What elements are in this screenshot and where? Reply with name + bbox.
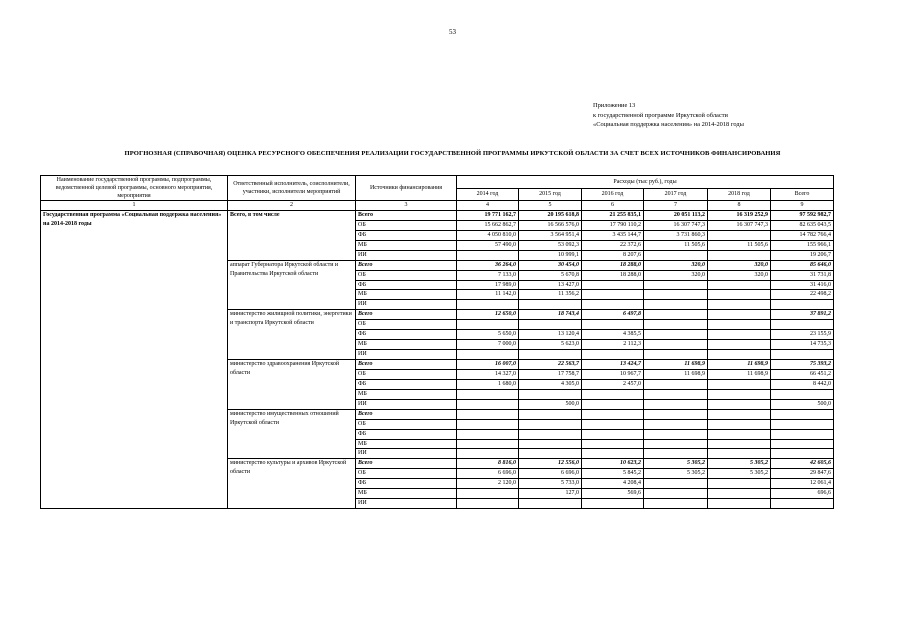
value-cell (519, 350, 582, 360)
document-title: ПРОГНОЗНАЯ (СПРАВОЧНАЯ) ОЦЕНКА РЕСУРСНОГО ОБЕСПЕЧЕНИЯ РЕАЛИЗАЦИИ ГОСУДАРСТВЕННОЙ ПРОГРАММЫ ИРКУТСКОЙ ОБЛАСТИ ЗА СЧЕТ ВСЕХ ИСТОЧНИКОВ ФИНАНСИРОВАНИЯ (124, 150, 781, 157)
value-cell (457, 419, 519, 429)
value-cell: 5 623,0 (519, 340, 582, 350)
header-year: 2014 год (457, 188, 519, 201)
value-cell: 30 454,0 (519, 260, 582, 270)
value-cell: 2 457,0 (582, 379, 644, 389)
value-cell (708, 439, 771, 449)
value-cell (771, 389, 834, 399)
value-cell: 7 000,0 (457, 340, 519, 350)
value-cell (708, 419, 771, 429)
value-cell (519, 389, 582, 399)
value-cell (708, 479, 771, 489)
value-cell: 7 133,0 (457, 270, 519, 280)
value-cell (644, 300, 708, 310)
value-cell (582, 409, 644, 419)
source-cell: ИИ (356, 449, 457, 459)
value-cell (582, 350, 644, 360)
source-cell: ФБ (356, 379, 457, 389)
value-cell: 36 264,0 (457, 260, 519, 270)
value-cell (582, 320, 644, 330)
value-cell (519, 419, 582, 429)
value-cell: 2 112,3 (582, 340, 644, 350)
value-cell (644, 320, 708, 330)
source-cell: ФБ (356, 230, 457, 240)
value-cell: 1 680,0 (457, 379, 519, 389)
value-cell: 4 208,4 (582, 479, 644, 489)
col-number: 2 (228, 201, 356, 211)
value-cell: 17 758,7 (519, 369, 582, 379)
value-cell: 5 305,2 (644, 469, 708, 479)
value-cell (708, 449, 771, 459)
value-cell (708, 290, 771, 300)
value-cell (708, 379, 771, 389)
value-cell (457, 399, 519, 409)
col-number: 1 (41, 201, 228, 211)
value-cell (457, 489, 519, 499)
value-cell: 42 605,6 (771, 459, 834, 469)
value-cell: 8 207,6 (582, 250, 644, 260)
value-cell (457, 499, 519, 509)
value-cell (771, 499, 834, 509)
value-cell: 10 999,1 (519, 250, 582, 260)
value-cell (708, 310, 771, 320)
value-cell (582, 280, 644, 290)
value-cell (708, 340, 771, 350)
value-cell: 5 305,2 (644, 459, 708, 469)
value-cell (644, 350, 708, 360)
value-cell: 11 698,9 (644, 369, 708, 379)
value-cell (708, 499, 771, 509)
value-cell: 5 845,2 (582, 469, 644, 479)
value-cell (708, 320, 771, 330)
value-cell: 5 650,0 (457, 330, 519, 340)
source-cell: МБ (356, 290, 457, 300)
value-cell (708, 330, 771, 340)
value-cell: 569,6 (582, 489, 644, 499)
value-cell (644, 479, 708, 489)
source-cell: ИИ (356, 499, 457, 509)
source-cell: Всего (356, 260, 457, 270)
value-cell: 20 195 618,8 (519, 210, 582, 220)
value-cell (771, 419, 834, 429)
value-cell: 5 305,2 (708, 469, 771, 479)
source-cell: МБ (356, 489, 457, 499)
header-year: 2016 год (582, 188, 644, 201)
appendix-line: к государственной программе Иркутской области (593, 111, 728, 119)
source-cell: ИИ (356, 250, 457, 260)
value-cell (708, 409, 771, 419)
value-cell (771, 350, 834, 360)
value-cell: 4 385,5 (582, 330, 644, 340)
value-cell (708, 280, 771, 290)
value-cell (644, 340, 708, 350)
value-cell: 82 635 043,5 (771, 220, 834, 230)
source-cell: ФБ (356, 330, 457, 340)
value-cell: 5 670,8 (519, 270, 582, 280)
source-cell: МБ (356, 240, 457, 250)
value-cell: 11 698,9 (708, 369, 771, 379)
value-cell (457, 389, 519, 399)
page-number: 53 (449, 28, 456, 36)
value-cell (582, 399, 644, 409)
source-cell: Всего (356, 459, 457, 469)
value-cell: 17 790 110,2 (582, 220, 644, 230)
value-cell: 85 646,0 (771, 260, 834, 270)
source-cell: ОБ (356, 369, 457, 379)
value-cell (519, 320, 582, 330)
value-cell: 155 966,1 (771, 240, 834, 250)
value-cell (708, 250, 771, 260)
value-cell (644, 489, 708, 499)
value-cell: 18 288,0 (582, 260, 644, 270)
value-cell: 14 782 766,4 (771, 230, 834, 240)
value-cell: 19 771 162,7 (457, 210, 519, 220)
value-cell (644, 379, 708, 389)
value-cell: 11 698,9 (644, 360, 708, 370)
value-cell: 320,0 (708, 260, 771, 270)
value-cell (519, 449, 582, 459)
value-cell: 320,0 (708, 270, 771, 280)
resource-table (40, 175, 834, 509)
source-cell: ОБ (356, 320, 457, 330)
value-cell: 14 735,3 (771, 340, 834, 350)
value-cell: 2 120,0 (457, 479, 519, 489)
value-cell (519, 300, 582, 310)
value-cell (582, 389, 644, 399)
value-cell (771, 300, 834, 310)
header-name: Наименование государственной программы, подпрограммы, ведомственной целевой программы, основного мероприятия, мероприятия (41, 176, 228, 201)
value-cell: 11 142,0 (457, 290, 519, 300)
value-cell: 11 505,6 (708, 240, 771, 250)
value-cell (519, 429, 582, 439)
value-cell: 19 206,7 (771, 250, 834, 260)
value-cell (582, 429, 644, 439)
value-cell (644, 449, 708, 459)
value-cell: 8 442,0 (771, 379, 834, 389)
value-cell (457, 300, 519, 310)
col-number: 8 (708, 201, 771, 211)
executor-cell: министерство имущественных отношений Иркутской области (228, 409, 356, 459)
value-cell (644, 409, 708, 419)
value-cell: 16 319 252,9 (708, 210, 771, 220)
value-cell (582, 439, 644, 449)
header-year: 2015 год (519, 188, 582, 201)
value-cell (457, 439, 519, 449)
executor-cell: министерство здравоохранения Иркутской области (228, 360, 356, 410)
value-cell (771, 320, 834, 330)
value-cell (644, 429, 708, 439)
value-cell: 66 451,2 (771, 369, 834, 379)
value-cell: 320,0 (644, 260, 708, 270)
executor-cell: министерство культуры и архивов Иркутской области (228, 459, 356, 509)
executor-cell: министерство жилищной политики, энергетики и транспорта Иркутской области (228, 310, 356, 360)
value-cell: 6 696,0 (457, 469, 519, 479)
source-cell: ОБ (356, 419, 457, 429)
value-cell (644, 250, 708, 260)
source-cell: Всего (356, 310, 457, 320)
value-cell: 13 120,4 (519, 330, 582, 340)
header-year: 2018 год (708, 188, 771, 201)
appendix-line: «Социальная поддержка населения» на 2014-2018 годы (593, 121, 744, 129)
value-cell: 16 307 747,3 (644, 220, 708, 230)
value-cell: 31 731,8 (771, 270, 834, 280)
value-cell: 5 733,0 (519, 479, 582, 489)
value-cell: 127,0 (519, 489, 582, 499)
source-cell: Всего (356, 210, 457, 220)
value-cell: 22 372,6 (582, 240, 644, 250)
source-cell: ФБ (356, 479, 457, 489)
source-cell: ИИ (356, 300, 457, 310)
value-cell: 12 650,0 (457, 310, 519, 320)
col-number: 4 (457, 201, 519, 211)
source-cell: ФБ (356, 280, 457, 290)
value-cell: 13 427,0 (519, 280, 582, 290)
value-cell (519, 409, 582, 419)
source-cell: ОБ (356, 220, 457, 230)
source-cell: Всего (356, 360, 457, 370)
value-cell: 3 564 951,4 (519, 230, 582, 240)
value-cell: 15 662 862,7 (457, 220, 519, 230)
source-cell: МБ (356, 439, 457, 449)
value-cell (644, 399, 708, 409)
value-cell: 8 816,0 (457, 459, 519, 469)
value-cell: 16 566 576,0 (519, 220, 582, 230)
value-cell: 320,0 (644, 270, 708, 280)
value-cell: 22 563,7 (519, 360, 582, 370)
value-cell (519, 499, 582, 509)
value-cell (644, 419, 708, 429)
value-cell: 6 497,8 (582, 310, 644, 320)
value-cell: 11 698,9 (708, 360, 771, 370)
header-total: Всего (771, 188, 834, 201)
appendix-note (593, 101, 744, 130)
value-cell (708, 389, 771, 399)
col-number: 6 (582, 201, 644, 211)
value-cell: 75 393,2 (771, 360, 834, 370)
value-cell: 97 592 982,7 (771, 210, 834, 220)
value-cell (771, 439, 834, 449)
value-cell: 11 356,2 (519, 290, 582, 300)
value-cell: 12 556,0 (519, 459, 582, 469)
value-cell: 18 743,4 (519, 310, 582, 320)
value-cell (582, 300, 644, 310)
value-cell (582, 419, 644, 429)
value-cell: 13 424,7 (582, 360, 644, 370)
value-cell: 4 305,0 (519, 379, 582, 389)
source-cell: ИИ (356, 399, 457, 409)
value-cell (708, 399, 771, 409)
value-cell: 696,6 (771, 489, 834, 499)
program-name-cell: Государственная программа «Социальная поддержка населения» на 2014-2018 годы (41, 210, 228, 508)
value-cell: 20 051 113,2 (644, 210, 708, 220)
source-cell: ИИ (356, 350, 457, 360)
value-cell: 22 498,2 (771, 290, 834, 300)
value-cell (708, 489, 771, 499)
value-cell (644, 439, 708, 449)
value-cell (457, 449, 519, 459)
value-cell: 53 092,3 (519, 240, 582, 250)
value-cell (644, 389, 708, 399)
value-cell (708, 300, 771, 310)
col-number: 3 (356, 201, 457, 211)
value-cell: 11 505,6 (644, 240, 708, 250)
value-cell (644, 499, 708, 509)
value-cell: 29 847,6 (771, 469, 834, 479)
value-cell: 23 155,9 (771, 330, 834, 340)
value-cell (644, 310, 708, 320)
value-cell (771, 429, 834, 439)
value-cell (457, 320, 519, 330)
header-expenses: Расходы (тыс руб.), годы (457, 176, 834, 189)
value-cell (457, 429, 519, 439)
value-cell: 37 891,2 (771, 310, 834, 320)
value-cell: 500,0 (771, 399, 834, 409)
table-row (41, 210, 834, 220)
value-cell: 17 989,0 (457, 280, 519, 290)
value-cell (708, 350, 771, 360)
value-cell: 21 255 835,1 (582, 210, 644, 220)
value-cell: 31 416,0 (771, 280, 834, 290)
executor-cell: аппарат Губернатора Иркутской области и Правительства Иркутской области (228, 260, 356, 310)
value-cell (708, 429, 771, 439)
value-cell (708, 230, 771, 240)
value-cell (582, 290, 644, 300)
source-cell: ФБ (356, 429, 457, 439)
header-source: Источники финансирования (356, 176, 457, 201)
value-cell: 12 061,4 (771, 479, 834, 489)
value-cell: 3 731 860,3 (644, 230, 708, 240)
value-cell (457, 250, 519, 260)
value-cell (644, 330, 708, 340)
value-cell (519, 439, 582, 449)
source-cell: МБ (356, 340, 457, 350)
value-cell (771, 449, 834, 459)
value-cell: 6 696,0 (519, 469, 582, 479)
source-cell: ОБ (356, 270, 457, 280)
value-cell: 14 327,0 (457, 369, 519, 379)
value-cell: 4 050 810,0 (457, 230, 519, 240)
source-cell: МБ (356, 389, 457, 399)
col-number: 5 (519, 201, 582, 211)
header-executor: Ответственный исполнитель, соисполнители, участники, исполнители мероприятий (228, 176, 356, 201)
value-cell (771, 409, 834, 419)
value-cell: 10 623,2 (582, 459, 644, 469)
value-cell (644, 280, 708, 290)
value-cell (644, 290, 708, 300)
source-cell: Всего (356, 409, 457, 419)
value-cell: 5 305,2 (708, 459, 771, 469)
executor-cell: Всего, в том числе (228, 210, 356, 260)
value-cell: 3 435 144,7 (582, 230, 644, 240)
value-cell: 500,0 (519, 399, 582, 409)
value-cell: 16 307 747,3 (708, 220, 771, 230)
value-cell (582, 499, 644, 509)
col-number: 7 (644, 201, 708, 211)
value-cell (457, 350, 519, 360)
source-cell: ОБ (356, 469, 457, 479)
value-cell: 10 967,7 (582, 369, 644, 379)
col-number: 9 (771, 201, 834, 211)
value-cell (582, 449, 644, 459)
header-year: 2017 год (644, 188, 708, 201)
value-cell: 57 490,0 (457, 240, 519, 250)
value-cell (457, 409, 519, 419)
value-cell: 18 288,0 (582, 270, 644, 280)
value-cell: 16 007,0 (457, 360, 519, 370)
appendix-line: Приложение 13 (593, 102, 636, 109)
